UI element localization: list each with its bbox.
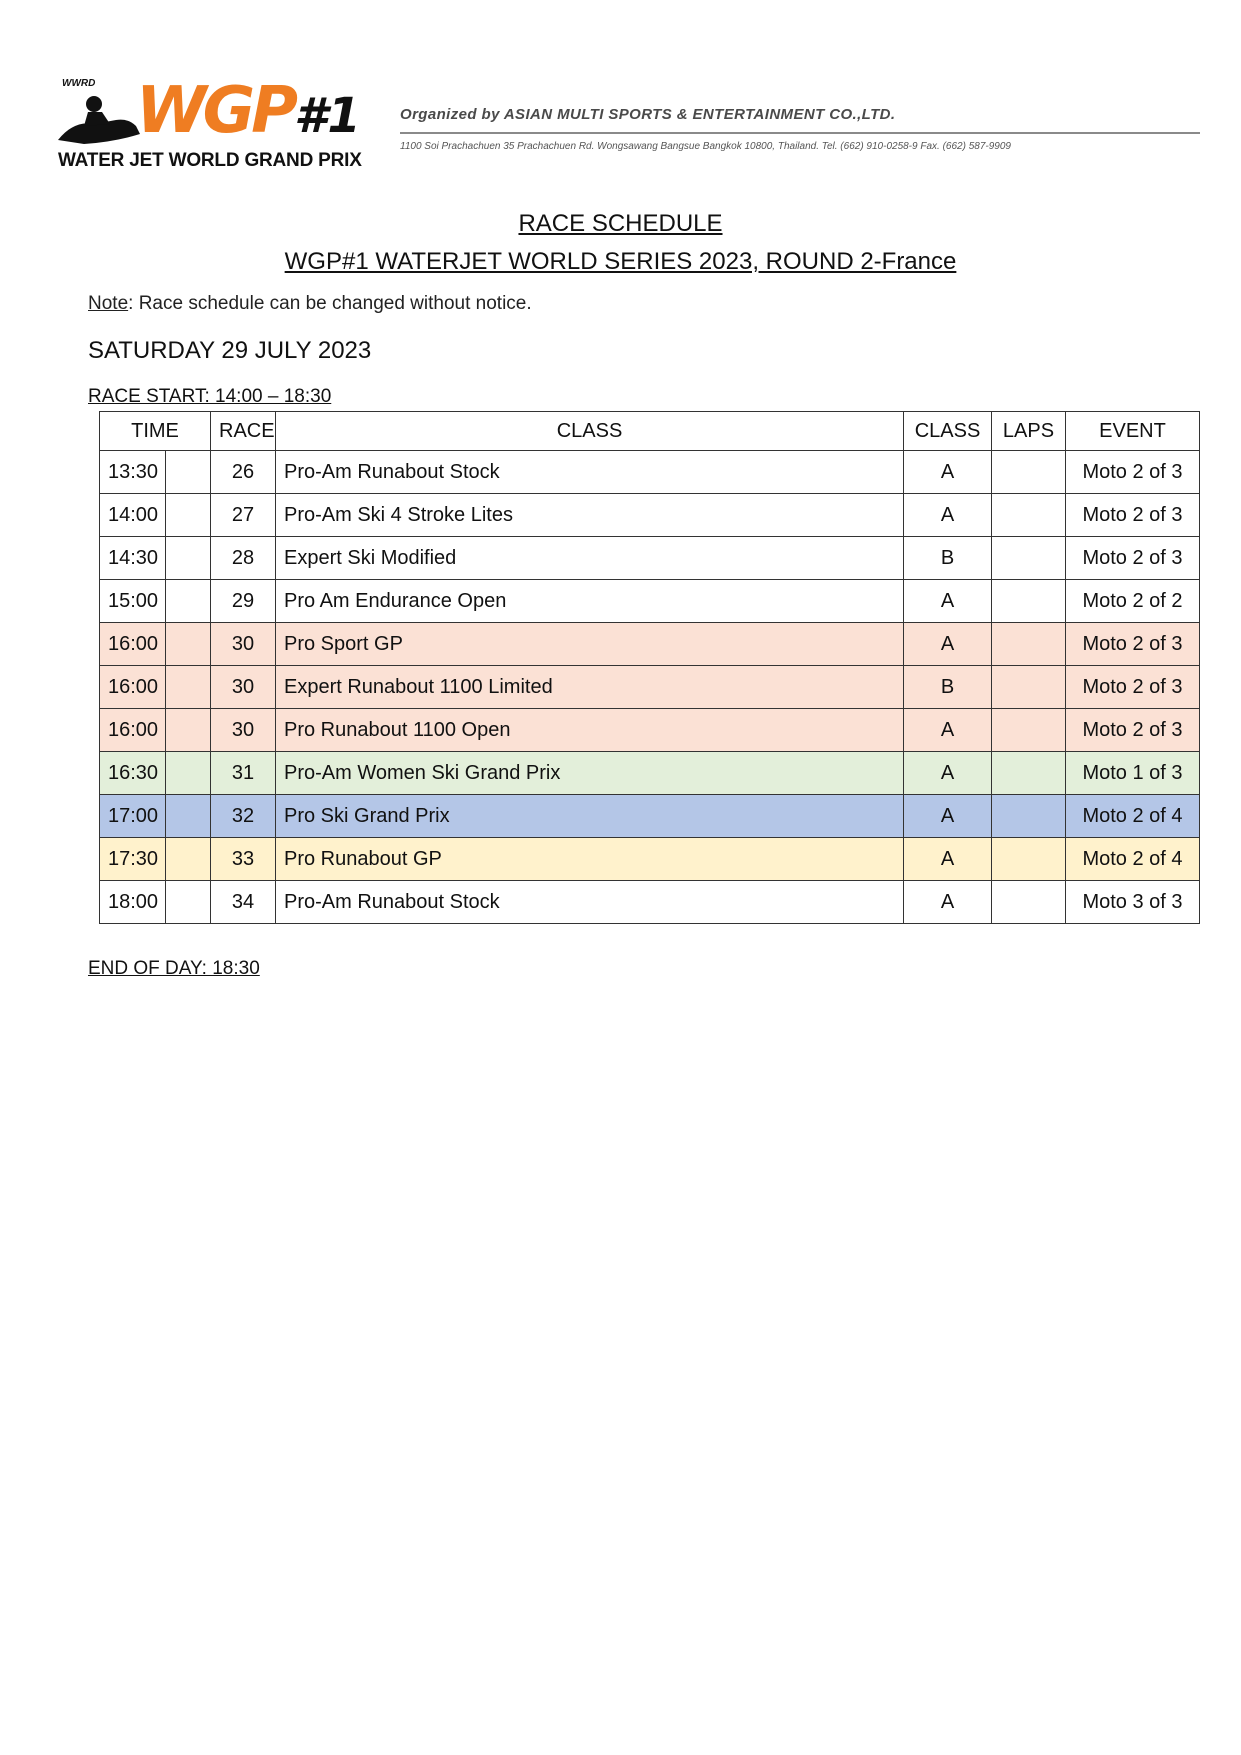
cell-race: 32 — [211, 795, 276, 838]
cell-spacer — [166, 838, 211, 881]
cell-class: Expert Runabout 1100 Limited — [276, 666, 904, 709]
cell-spacer — [166, 666, 211, 709]
table-row — [100, 537, 1200, 580]
cell-event: Moto 2 of 3 — [1066, 666, 1200, 709]
cell-time: 14:30 — [100, 537, 166, 580]
cell-class: Pro Runabout 1100 Open — [276, 709, 904, 752]
cell-race: 33 — [211, 838, 276, 881]
race-start: RACE START: 14:00 – 18:30 — [88, 386, 332, 407]
header-class-grade: CLASS — [904, 412, 992, 451]
end-of-day: END OF DAY: 18:30 — [88, 958, 260, 979]
cell-event: Moto 3 of 3 — [1066, 881, 1200, 924]
cell-time: 15:00 — [100, 580, 166, 623]
cell-class: Pro-Am Runabout Stock — [276, 881, 904, 924]
cell-laps — [992, 709, 1066, 752]
cell-event: Moto 2 of 4 — [1066, 838, 1200, 881]
table-row — [100, 623, 1200, 666]
schedule-day: SATURDAY 29 JULY 2023 — [88, 337, 372, 364]
cell-event: Moto 2 of 2 — [1066, 580, 1200, 623]
cell-class: Pro Runabout GP — [276, 838, 904, 881]
table-row — [100, 580, 1200, 623]
logo-brand: WWRD — [62, 78, 96, 89]
cell-class: Pro-Am Women Ski Grand Prix — [276, 752, 904, 795]
cell-class: Pro Am Endurance Open — [276, 580, 904, 623]
table-row — [100, 451, 1200, 494]
cell-time: 16:30 — [100, 752, 166, 795]
cell-laps — [992, 881, 1066, 924]
cell-laps — [992, 795, 1066, 838]
cell-spacer — [166, 881, 211, 924]
jet-ski-rider-icon — [54, 90, 144, 148]
cell-spacer — [166, 709, 211, 752]
cell-race: 26 — [211, 451, 276, 494]
cell-race: 34 — [211, 881, 276, 924]
table-row — [100, 795, 1200, 838]
cell-laps — [992, 623, 1066, 666]
header-time: TIME — [100, 412, 211, 451]
cell-class-grade: A — [904, 580, 992, 623]
page-subtitle: WGP#1 WATERJET WORLD SERIES 2023, ROUND 2-France — [284, 248, 957, 275]
race-schedule-table — [99, 411, 1200, 924]
cell-event: Moto 2 of 3 — [1066, 709, 1200, 752]
cell-class-grade: A — [904, 881, 992, 924]
cell-time: 17:30 — [100, 838, 166, 881]
cell-class-grade: A — [904, 494, 992, 537]
cell-race: 29 — [211, 580, 276, 623]
cell-laps — [992, 666, 1066, 709]
table-row — [100, 881, 1200, 924]
cell-event: Moto 1 of 3 — [1066, 752, 1200, 795]
schedule-note — [88, 293, 532, 315]
cell-class: Pro Sport GP — [276, 623, 904, 666]
logo-wordmark — [136, 76, 361, 151]
cell-time: 13:30 — [100, 451, 166, 494]
table-row — [100, 709, 1200, 752]
cell-race: 30 — [211, 623, 276, 666]
cell-race: 30 — [211, 666, 276, 709]
letterhead-divider — [400, 132, 1200, 134]
cell-laps — [992, 494, 1066, 537]
cell-time: 17:00 — [100, 795, 166, 838]
cell-spacer — [166, 580, 211, 623]
cell-time: 16:00 — [100, 623, 166, 666]
organizer-address: 1100 Soi Prachachuen 35 Prachachuen Rd. Wongsawang Bangsue Bangkok 10800, Thailand. Tel. (662) 910-0258-9 Fax. (662) 587-9909 — [400, 141, 1011, 152]
cell-class-grade: B — [904, 537, 992, 580]
cell-laps — [992, 752, 1066, 795]
page-title: RACE SCHEDULE — [518, 210, 723, 237]
cell-class: Expert Ski Modified — [276, 537, 904, 580]
cell-class: Pro-Am Runabout Stock — [276, 451, 904, 494]
header-race: RACE — [211, 412, 276, 451]
table-header-row — [100, 412, 1200, 451]
cell-class: Pro-Am Ski 4 Stroke Lites — [276, 494, 904, 537]
cell-event: Moto 2 of 3 — [1066, 494, 1200, 537]
header-class-name: CLASS — [276, 412, 904, 451]
cell-time: 16:00 — [100, 666, 166, 709]
cell-spacer — [166, 752, 211, 795]
logo-number: #1 — [294, 88, 361, 144]
cell-time: 16:00 — [100, 709, 166, 752]
cell-class-grade: A — [904, 709, 992, 752]
logo-tagline: WATER JET WORLD GRAND PRIX — [58, 150, 362, 171]
table-row — [100, 752, 1200, 795]
cell-event: Moto 2 of 3 — [1066, 537, 1200, 580]
cell-spacer — [166, 494, 211, 537]
note-text: : Race schedule can be changed without notice. — [128, 293, 532, 314]
cell-spacer — [166, 623, 211, 666]
cell-laps — [992, 838, 1066, 881]
cell-class: Pro Ski Grand Prix — [276, 795, 904, 838]
cell-race: 31 — [211, 752, 276, 795]
cell-class-grade: B — [904, 666, 992, 709]
note-label: Note — [88, 293, 129, 314]
wgp-logo — [50, 76, 380, 176]
cell-race: 27 — [211, 494, 276, 537]
cell-class-grade: A — [904, 623, 992, 666]
cell-class-grade: A — [904, 795, 992, 838]
cell-class-grade: A — [904, 752, 992, 795]
cell-spacer — [166, 795, 211, 838]
logo-word: WGP — [136, 74, 295, 148]
cell-event: Moto 2 of 3 — [1066, 623, 1200, 666]
letterhead — [50, 70, 1200, 180]
table-row — [100, 666, 1200, 709]
cell-race: 30 — [211, 709, 276, 752]
cell-event: Moto 2 of 4 — [1066, 795, 1200, 838]
cell-laps — [992, 451, 1066, 494]
header-event: EVENT — [1066, 412, 1200, 451]
cell-race: 28 — [211, 537, 276, 580]
organizer-line: Organized by ASIAN MULTI SPORTS & ENTERTAINMENT CO.,LTD. — [400, 106, 896, 123]
cell-event: Moto 2 of 3 — [1066, 451, 1200, 494]
cell-class-grade: A — [904, 451, 992, 494]
cell-time: 14:00 — [100, 494, 166, 537]
cell-class-grade: A — [904, 838, 992, 881]
cell-laps — [992, 580, 1066, 623]
header-laps: LAPS — [992, 412, 1066, 451]
cell-spacer — [166, 451, 211, 494]
table-row — [100, 494, 1200, 537]
cell-laps — [992, 537, 1066, 580]
table-row — [100, 838, 1200, 881]
cell-spacer — [166, 537, 211, 580]
cell-time: 18:00 — [100, 881, 166, 924]
